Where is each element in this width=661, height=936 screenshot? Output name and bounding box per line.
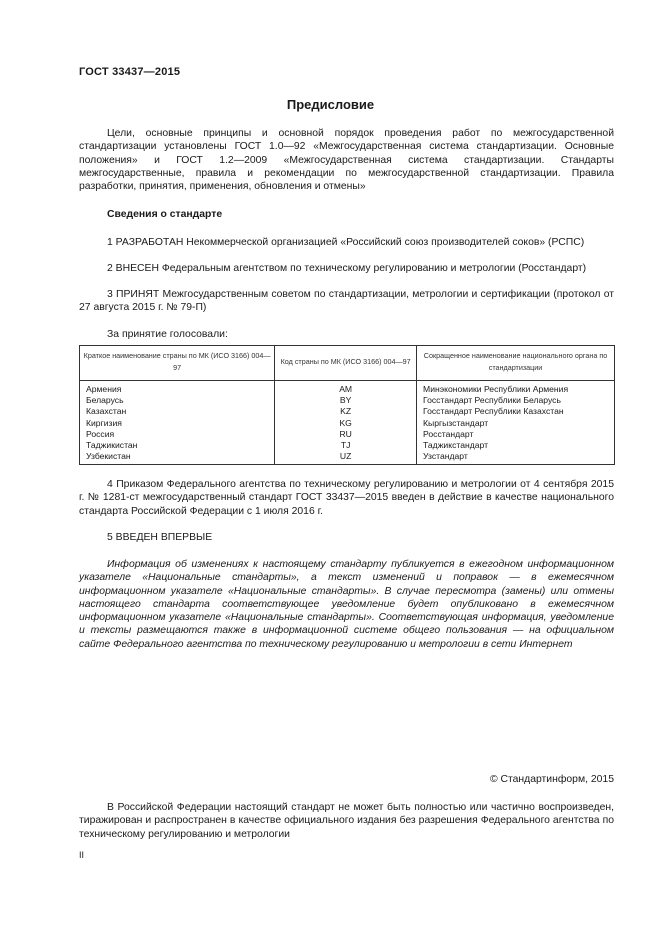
table-cell-code: KG xyxy=(275,418,417,429)
section-heading-text: Сведения о стандарте xyxy=(107,209,223,220)
table-cell-body: Росстандарт xyxy=(417,429,615,440)
table-cell-country: Казахстан xyxy=(80,406,275,417)
info-note-text: Информация об изменениях к настоящему стандарту публикуется в ежегодном информационном указателе «Национальные стандарты», а текст изменений и поправок — в ежемесячном информационном указателе «Национальные стандарты». В случае пересмотра (замены) или отмены настоящего стандарта соответствующее уведомление будет опубликовано в ежемесячном информационном указателе «Национальные стандарты». Соответствующая информация, уведомление и тексты размещаются также в информационной системе общего пользования — на официальном сайте Федерального агентства по техническому регулированию и метрологии в сети Интернет xyxy=(79,559,614,650)
table-cell-body: Минэкономики Республики Армения xyxy=(417,381,615,396)
table-header-row xyxy=(80,346,615,381)
table-cell-code: RU xyxy=(275,429,417,440)
table-header-code: Код страны по МК (ИСО 3166) 004—97 xyxy=(275,346,417,381)
item-3-text: 3 ПРИНЯТ Межгосударственным советом по стандартизации, метрологии и сертификации (протокол от 27 августа 2015 г. № 79-П) xyxy=(79,289,614,314)
table-cell-body: Госстандарт Республики Беларусь xyxy=(417,395,615,406)
item-4 xyxy=(79,478,614,518)
intro-text: Цели, основные принципы и основной порядок проведения работ по межгосударственной стандартизации установлены ГОСТ 1.0—92 «Межгосударственная система стандартизации. Основные положения» и ГОСТ 1.2—2009 «Межгосударственная система стандартизации. Стандарты межгосударственные, правила и рекомендации по межгосударственной стандартизации. Правила разработки, принятия, применения, обновления и отмены» xyxy=(79,128,614,193)
document-header: ГОСТ 33437—2015 xyxy=(79,66,181,78)
table-cell-country: Узбекистан xyxy=(80,451,275,465)
table-row xyxy=(80,451,615,465)
table-row xyxy=(80,406,615,417)
item-2 xyxy=(79,262,614,275)
page-title: Предисловие xyxy=(286,97,375,112)
item-2-text: 2 ВНЕСЕН Федеральным агентством по техническому регулированию и метрологии (Росстандарт) xyxy=(107,263,587,274)
page-number: II xyxy=(79,850,85,860)
table-cell-code: UZ xyxy=(275,451,417,465)
table-row xyxy=(80,429,615,440)
intro-paragraph xyxy=(79,127,614,193)
item-5-text: 5 ВВЕДЕН ВПЕРВЫЕ xyxy=(107,532,213,543)
copyright: © Стандартинформ, 2015 xyxy=(489,774,614,785)
table-cell-country: Беларусь xyxy=(80,395,275,406)
table-row xyxy=(80,395,615,406)
table-cell-country: Армения xyxy=(80,381,275,396)
voted-label-text: За принятие голосовали: xyxy=(107,329,228,340)
item-4-text: 4 Приказом Федерального агентства по техническому регулированию и метрологии от 4 сентября 2015 г. № 1281-ст межгосударственный стандарт ГОСТ 33437—2015 введен в действие в качестве национального стандарта Российской Федерации с 1 июля 2016 г. xyxy=(79,479,614,517)
item-1-text: 1 РАЗРАБОТАН Некоммерческой организацией «Российский союз производителей соков» (РСПС) xyxy=(107,237,585,248)
table-cell-country: Таджикистан xyxy=(80,440,275,451)
section-heading xyxy=(79,208,614,221)
table-header-body: Сокращенное наименование национального органа по стандартизации xyxy=(417,346,615,381)
voting-table xyxy=(79,345,615,465)
table-cell-country: Россия xyxy=(80,429,275,440)
table-header-country: Краткое наименование страны по МК (ИСО 3166) 004—97 xyxy=(80,346,275,381)
table-cell-code: BY xyxy=(275,395,417,406)
table-cell-body: Таджикстандарт xyxy=(417,440,615,451)
table-row xyxy=(80,440,615,451)
table-cell-code: KZ xyxy=(275,406,417,417)
item-5 xyxy=(79,531,614,544)
table-cell-body: Кыргызстандарт xyxy=(417,418,615,429)
item-3 xyxy=(79,288,614,315)
table-cell-country: Киргизия xyxy=(80,418,275,429)
item-1 xyxy=(79,236,614,249)
table-row xyxy=(80,381,615,396)
table-cell-body: Госстандарт Республики Казахстан xyxy=(417,406,615,417)
table-cell-code: TJ xyxy=(275,440,417,451)
voted-label xyxy=(79,328,614,341)
table-cell-code: AM xyxy=(275,381,417,396)
info-note xyxy=(79,558,614,651)
rights-notice xyxy=(79,801,614,841)
rights-notice-text: В Российской Федерации настоящий стандарт не может быть полностью или частично воспроизведен, тиражирован и распространен в качестве официального издания без разрешения Федерального агентства по техническому регулированию и метрологии xyxy=(79,802,614,840)
table-cell-body: Узстандарт xyxy=(417,451,615,465)
table-row xyxy=(80,418,615,429)
